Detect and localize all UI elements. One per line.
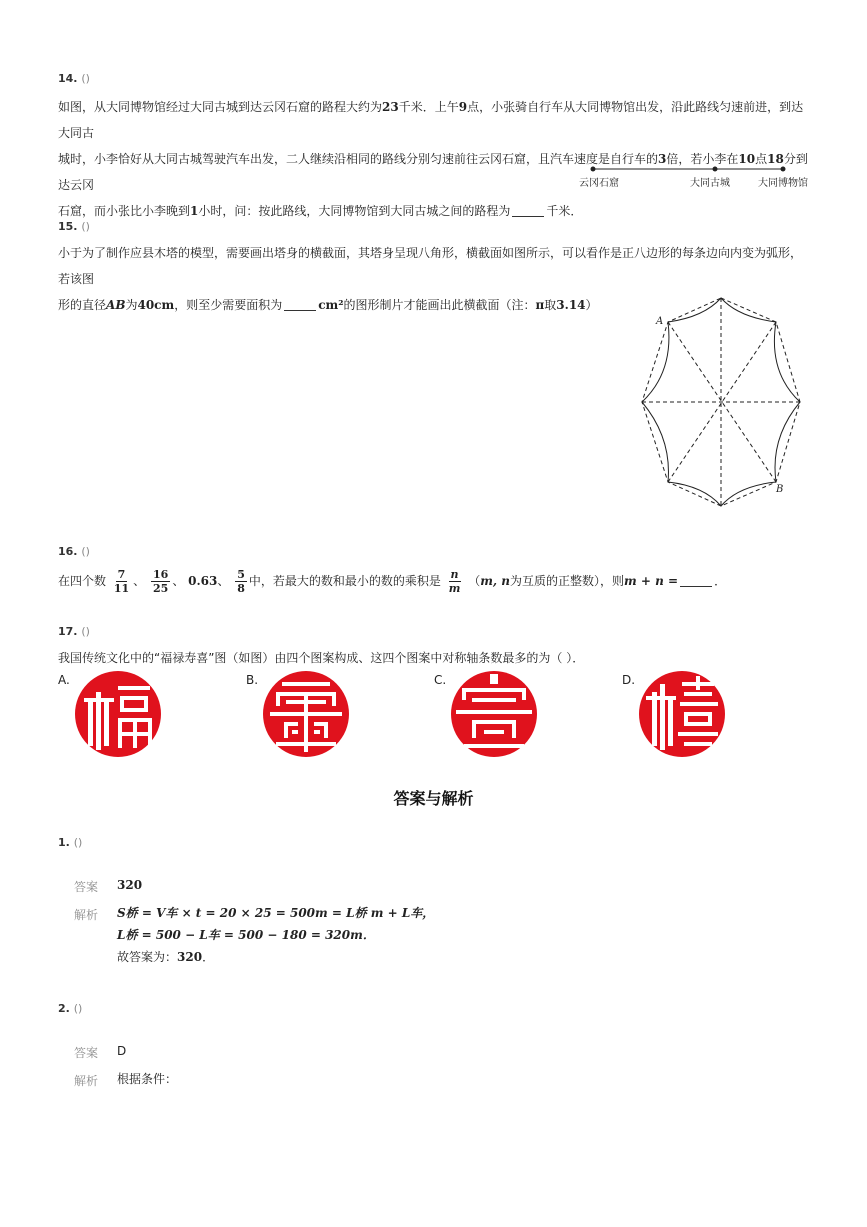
q15-unit: cm² [318, 298, 344, 312]
q15-ab: AB [106, 298, 126, 312]
fraction-denominator: 25 [153, 582, 169, 595]
answer-blank [284, 298, 316, 311]
fraction-numerator: 5 [237, 568, 245, 581]
option-c-label[interactable]: C. [434, 673, 447, 687]
question-number-text: 2. [58, 1002, 70, 1015]
question-number-text: 17. [58, 625, 78, 638]
separator: 、 [172, 574, 185, 588]
q16-mn: m, n [480, 574, 510, 588]
q15-text-2b: 为 [125, 298, 138, 312]
option-a-label[interactable]: A. [58, 673, 70, 687]
analysis-label: 解析 [74, 1074, 99, 1088]
map-label-yungang: 云冈石窟 [579, 178, 619, 189]
q14-hour1: 9 [458, 100, 468, 114]
q15-text-2d: 的图形制片才能画出此横截面（注： [343, 298, 536, 312]
route-point-gucheng [713, 167, 718, 172]
fraction-7-11 [112, 568, 131, 595]
q14-text-2a: 城时，小李恰好从大同古城驾驶汽车出发，二人继续沿相同的路线分别匀速前往云冈石窟，且汽车速度是自行车的 [58, 152, 659, 166]
option-d-label[interactable]: D. [622, 673, 636, 687]
question-17-text: 我国传统文化中的“福禄寿喜”图（如图）由四个图案构成、这四个图案中对称轴条数最多的为（ ）． [58, 651, 585, 665]
q16-mid: 中，若最大的数和最小的数的乘积是 [248, 574, 441, 588]
fu-emblem-icon[interactable] [74, 670, 162, 758]
separator: 、 [217, 574, 230, 588]
q16-paren: （ [468, 574, 481, 588]
analysis-label: 解析 [74, 908, 99, 922]
question-16-text [58, 566, 808, 596]
answer-1-number: 1. () [58, 836, 83, 849]
q14-text-1a: 如图，从大同博物馆经过大同古城到达云冈石窟的路程大约为 [58, 100, 383, 114]
question-number-text: 15. [58, 220, 78, 233]
q14-late: 1 [190, 204, 199, 218]
q14-text-2d: 分到达云冈 [58, 152, 808, 192]
answer-2-analysis: 根据条件： [117, 1072, 178, 1086]
analysis-line-1: S桥 = V车 × t = 20 × 25 = 500m = L桥 m + L车， [117, 906, 435, 920]
route-point-museum [781, 167, 786, 172]
answer-2-number: 2. () [58, 1002, 83, 1015]
question-16-number: 16. () [58, 545, 90, 558]
q16-paren2: 为互质的正整数），则 [510, 574, 625, 588]
q16-end: ． [714, 574, 727, 588]
question-14-number: 14. () [58, 72, 90, 85]
analysis-line-2: L桥 = 500 − L车 = 500 − 180 = 320m． [117, 928, 375, 942]
map-label-museum: 大同博物馆 [758, 178, 808, 189]
xi-emblem-icon[interactable] [638, 670, 726, 758]
fraction-denominator: 11 [113, 582, 130, 595]
q15-line-1 [58, 240, 808, 292]
analysis-conclusion-end: ． [202, 950, 215, 964]
question-14-text [58, 94, 808, 224]
q15-text-2a: 形的直径 [58, 298, 107, 312]
q16-prefix: 在四个数 [58, 574, 107, 588]
question-number-text: 16. [58, 545, 78, 558]
point-b-label: B [776, 484, 784, 495]
decimal-063: 0.63 [188, 574, 218, 588]
question-number-text: 1. [58, 836, 70, 849]
answers-section-title: 答案与解析 [393, 789, 474, 808]
answer-1-value: 320 [117, 878, 143, 892]
q15-text-2c: ，则至少需要面积为 [174, 298, 283, 312]
fraction-numerator: n [450, 568, 459, 581]
q14-line-1 [58, 94, 808, 146]
octagon-cross-section-figure [630, 290, 815, 515]
analysis-conclusion-value: 320 [177, 950, 203, 964]
q15-text-1: 小于为了制作应县木塔的模型，需要画出塔身的横截面，其塔身呈现八角形，横截面如图所示，可以看作是正八边形的每条边向内变为弧形，若该图 [58, 246, 803, 286]
answer-label: 答案 [74, 1046, 99, 1060]
answer-2-value: D [117, 1044, 127, 1058]
q15-diameter: 40cm [137, 298, 175, 312]
q16-expr: m + n = [624, 574, 679, 588]
fraction-numerator: 7 [117, 568, 126, 581]
fraction-denominator: m [448, 582, 461, 595]
question-number-text: 14. [58, 72, 78, 85]
q14-text-2c: 点 [755, 152, 768, 166]
q14-text-3a: 石窟，而小张比小李晚到 [58, 204, 191, 218]
fraction-16-25 [151, 568, 170, 595]
question-17-number: 17. () [58, 625, 90, 638]
route-point-yungang [591, 167, 596, 172]
fraction-5-8 [235, 568, 247, 595]
q14-times: 3 [658, 152, 667, 166]
fraction-denominator: 8 [237, 582, 245, 595]
q14-text-2b: 倍，若小李在 [666, 152, 739, 166]
fraction-numerator: 16 [153, 568, 169, 581]
map-label-gucheng: 大同古城 [690, 178, 730, 189]
question-15-number: 15. () [58, 220, 90, 233]
shou-emblem-icon[interactable] [450, 670, 538, 758]
answer-1-analysis [117, 902, 434, 968]
point-a-label: A [656, 316, 664, 327]
q14-text-3b: 小时，问：按此路线，大同博物馆到大同古城之间的路程为 [198, 204, 511, 218]
option-b-label[interactable]: B. [246, 673, 259, 687]
q15-pi: π [535, 298, 545, 312]
q14-line-3 [58, 198, 808, 224]
q15-text-2f: ） [585, 298, 598, 312]
analysis-conclusion-prefix: 故答案为： [117, 950, 178, 964]
answer-label: 答案 [74, 880, 99, 894]
separator: 、 [133, 574, 146, 588]
analysis-line-3 [117, 946, 434, 968]
q14-distance: 23 [382, 100, 399, 114]
q15-text-2e: 取 [544, 298, 557, 312]
q14-text-1c: 点，小张骑自行车从大同博物馆出发，沿此路线匀速前进，到达大同古 [58, 100, 804, 140]
q15-pi-value: 3.14 [556, 298, 586, 312]
q14-minute2: 18 [767, 152, 784, 166]
q14-text-1b: 千米．上午 [398, 100, 459, 114]
q14-text-3c: 千米． [546, 204, 583, 218]
q14-hour2: 10 [738, 152, 756, 166]
fraction-n-m [447, 568, 463, 595]
lu-emblem-icon[interactable] [262, 670, 350, 758]
answer-blank [512, 204, 544, 217]
answer-blank [680, 574, 712, 587]
